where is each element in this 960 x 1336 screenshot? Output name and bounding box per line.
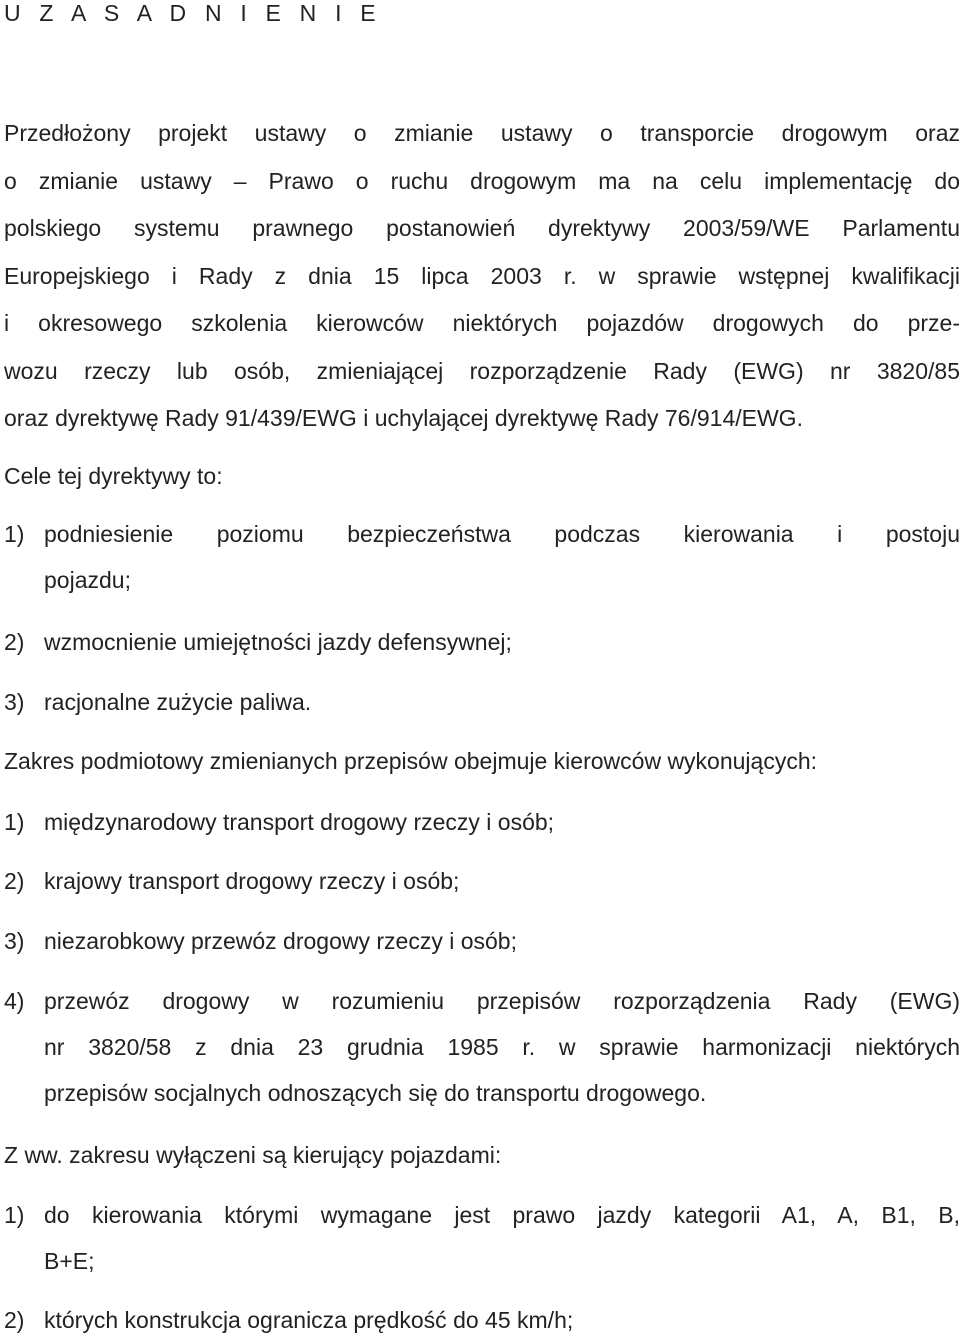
list-item-line: niezarobkowy przewóz drogowy rzeczy i osób; <box>44 928 517 954</box>
scope-item-2 <box>4 867 960 895</box>
list-item-line: międzynarodowy transport drogowy rzeczy i osób; <box>44 809 555 835</box>
list-item-line: których konstrukcja ogranicza prędkość do 45 km/h; <box>44 1307 574 1333</box>
intro-line: oraz dyrektywę Rady 91/439/EWG i uchylającej dyrektywę Rady 76/914/EWG. <box>4 405 803 431</box>
list-item-line: pojazdu; <box>44 567 131 593</box>
list-number: 3) <box>4 928 25 954</box>
list-item-line: podniesienie poziomu bezpieczeństwa podczas kierowania i postoju <box>44 521 960 547</box>
list-item-line: krajowy transport drogowy rzeczy i osób; <box>44 868 460 894</box>
list-item-line: wzmocnienie umiejętności jazdy defensywnej; <box>44 629 512 655</box>
goals-heading: Cele tej dyrektywy to: <box>4 463 223 489</box>
list-item-line: racjonalne zużycie paliwa. <box>44 689 312 715</box>
intro-line: Przedłożony projekt ustawy o zmianie ustawy o transporcie drogowym oraz <box>4 120 960 146</box>
goals-item-2 <box>4 628 960 656</box>
list-number: 3) <box>4 689 25 715</box>
list-number: 1) <box>4 521 25 547</box>
list-number: 2) <box>4 868 25 894</box>
list-item-line: do kierowania którymi wymagane jest prawo jazdy kategorii A1, A, B1, B, <box>44 1202 960 1228</box>
list-number: 1) <box>4 809 25 835</box>
list-number: 4) <box>4 988 25 1014</box>
list-item-line: nr 3820/58 z dnia 23 grudnia 1985 r. w sprawie harmonizacji niektórych <box>44 1034 960 1060</box>
intro-line: o zmianie ustawy – Prawo o ruchu drogowym ma na celu implementację do <box>4 167 960 194</box>
scope-item-1 <box>4 808 960 836</box>
list-item-line: przewóz drogowy w rozumieniu przepisów rozporządzenia Rady (EWG) <box>44 988 960 1014</box>
intro-line: polskiego systemu prawnego postanowień dyrektywy 2003/59/WE Parlamentu <box>4 215 960 241</box>
scope-heading: Zakres podmiotowy zmienianych przepisów obejmuje kierowców wykonujących: <box>4 748 818 774</box>
list-item-line: B+E; <box>44 1248 95 1274</box>
list-number: 2) <box>4 1307 25 1333</box>
list-number: 1) <box>4 1202 25 1228</box>
exclusions-item-1 <box>4 1201 960 1275</box>
scope-item-4 <box>4 987 960 1107</box>
document-title: U Z A S A D N I E N I E <box>4 0 382 26</box>
intro-paragraph <box>4 110 960 443</box>
goals-item-3 <box>4 688 960 716</box>
exclusions-heading: Z ww. zakresu wyłączeni są kierujący pojazdami: <box>4 1142 502 1168</box>
goals-item-1 <box>4 520 960 594</box>
intro-line: wozu rzeczy lub osób, zmieniającej rozporządzenie Rady (EWG) nr 3820/85 <box>4 357 960 384</box>
exclusions-item-2 <box>4 1306 960 1334</box>
list-number: 2) <box>4 629 25 655</box>
scope-item-3 <box>4 927 960 955</box>
intro-line: Europejskiego i Rady z dnia 15 lipca 2003 r. w sprawie wstępnej kwalifikacji <box>4 262 960 289</box>
intro-line: i okresowego szkolenia kierowców niektórych pojazdów drogowych do prze- <box>4 310 960 336</box>
list-item-line: przepisów socjalnych odnoszących się do transportu drogowego. <box>44 1080 707 1106</box>
